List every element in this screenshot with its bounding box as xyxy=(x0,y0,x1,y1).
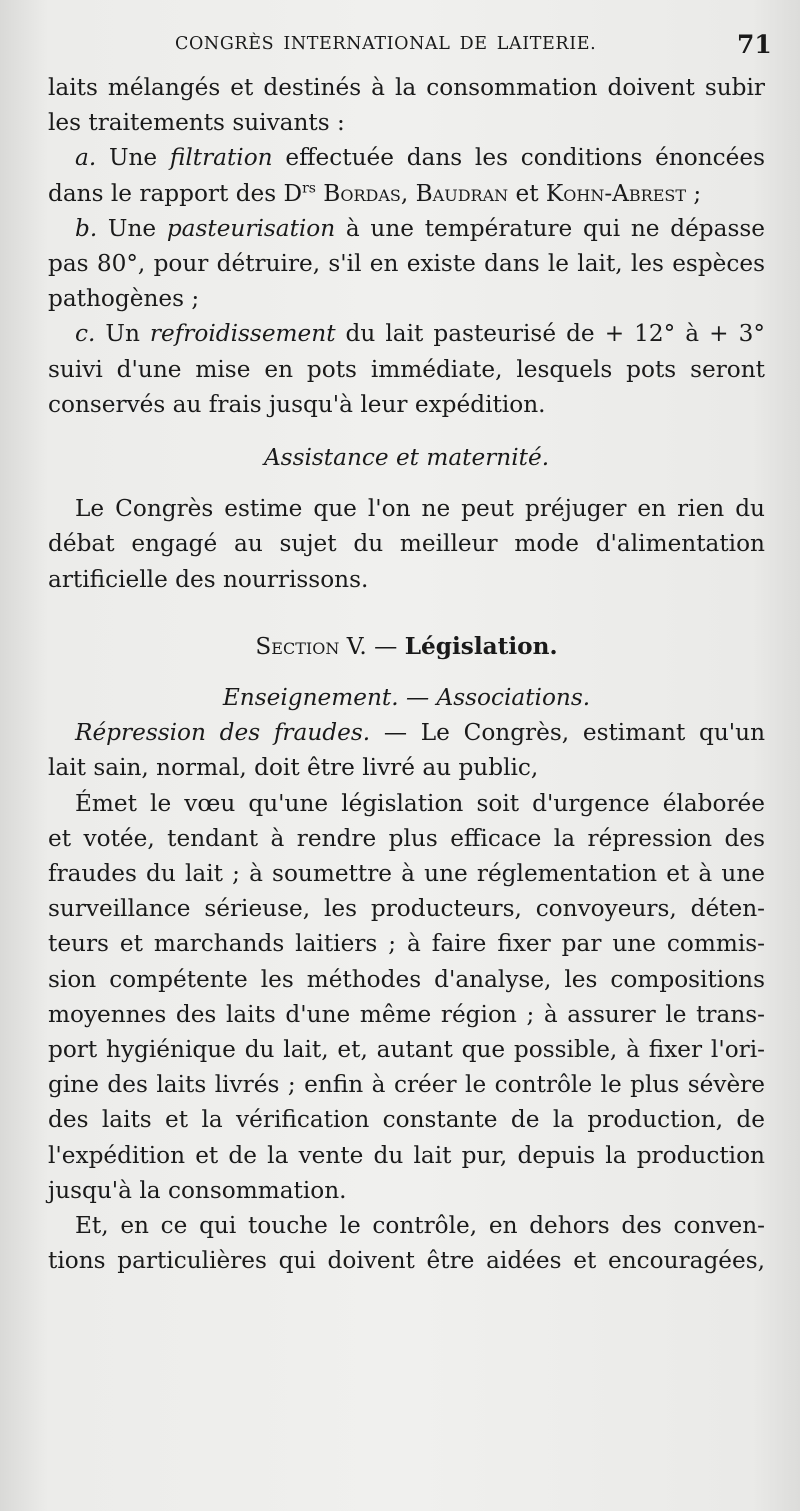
item-c-line: c. Un refroidissement du lait pasteurisé de + 12° à + 3° xyxy=(75,320,765,348)
item-marker: c. xyxy=(75,320,96,348)
text-line: des laits et la vérification constante de la production, de xyxy=(48,1106,765,1134)
text-line: port hygiénique du lait, et, autant que possible, à fixer l'ori- xyxy=(48,1036,765,1064)
item-b-line: b. Une pasteurisation à une température qui ne dépasse xyxy=(75,214,765,242)
text-line: fraudes du lait ; à soumettre à une réglementation et à une xyxy=(48,860,765,888)
emphasized-term: pasteurisation xyxy=(166,214,336,242)
subheading-assistance: Assistance et maternité. xyxy=(263,444,550,472)
text-line: suivi d'une mise en pots immédiate, lesquels pots seront xyxy=(48,355,765,383)
body-text xyxy=(48,70,765,1279)
text-line: Et, en ce qui touche le contrôle, en dehors des conven- xyxy=(75,1212,765,1240)
section-label: Section V. xyxy=(255,632,367,660)
running-title: CONGRÈS INTERNATIONAL DE LAITERIE. xyxy=(175,34,597,54)
section-title: Législation. xyxy=(404,632,558,660)
item-marker: a. xyxy=(75,144,97,172)
text-line: tions particulières qui doivent être aidées et encouragées, xyxy=(48,1247,765,1275)
text-line: l'expédition et de la vente du lait pur, depuis la production xyxy=(48,1141,765,1169)
page-header xyxy=(0,30,800,62)
page-number: 71 xyxy=(737,30,772,59)
text-line: sion compétente les méthodes d'analyse, les compositions xyxy=(48,965,765,993)
emphasized-term: refroidissement xyxy=(149,320,336,348)
repression-line: Répression des fraudes. — Le Congrès, estimant qu'un xyxy=(75,719,766,747)
section-heading: Section V. — Législation. xyxy=(255,632,558,660)
author-name: Baudran xyxy=(415,179,509,207)
text-line: conservés au frais jusqu'à leur expédition. xyxy=(48,390,546,418)
text-line: Émet le vœu qu'une législation soit d'urgence élaborée xyxy=(75,789,765,817)
author-name: Kohn-Abrest xyxy=(545,179,687,207)
text-line: lait sain, normal, doit être livré au public, xyxy=(48,754,539,782)
text-line: jusqu'à la consommation. xyxy=(48,1176,347,1204)
emphasized-term: filtration xyxy=(169,144,273,172)
item-marker: b. xyxy=(75,214,98,242)
paragraph-lead: Répression des fraudes. xyxy=(75,719,371,747)
text-line: débat engagé au sujet du meilleur mode d'alimentation xyxy=(48,530,765,558)
text-line: Le Congrès estime que l'on ne peut préjuger en rien du xyxy=(75,495,765,523)
text-line: pathogènes ; xyxy=(48,285,200,313)
text-line: les traitements suivants : xyxy=(48,109,345,137)
text-line: laits mélangés et destinés à la consommation doivent subir xyxy=(48,74,765,101)
subheading-enseignement: Enseignement. — Associations. xyxy=(222,684,591,712)
author-name: Bordas xyxy=(315,179,401,207)
text-line: surveillance sérieuse, les producteurs, convoyeurs, déten- xyxy=(48,895,765,923)
text-line: gine des laits livrés ; enfin à créer le contrôle le plus sévère xyxy=(48,1071,765,1099)
item-a-line: a. Une filtration effectuée dans les conditions énoncées xyxy=(75,144,765,172)
text-line: pas 80°, pour détruire, s'il en existe dans le lait, les espèces xyxy=(48,250,765,278)
text-line: teurs et marchands laitiers ; à faire fixer par une commis- xyxy=(48,930,765,958)
text-line: artificielle des nourrissons. xyxy=(48,565,369,593)
text-line: moyennes des laits d'une même région ; à assurer le trans- xyxy=(48,1000,765,1028)
item-a-line: dans le rapport des $D^{rs}$ Bordas, Baudran et Kohn-Abrest ; xyxy=(48,179,702,207)
text-line: et votée, tendant à rendre plus efficace la répression des xyxy=(48,824,765,852)
